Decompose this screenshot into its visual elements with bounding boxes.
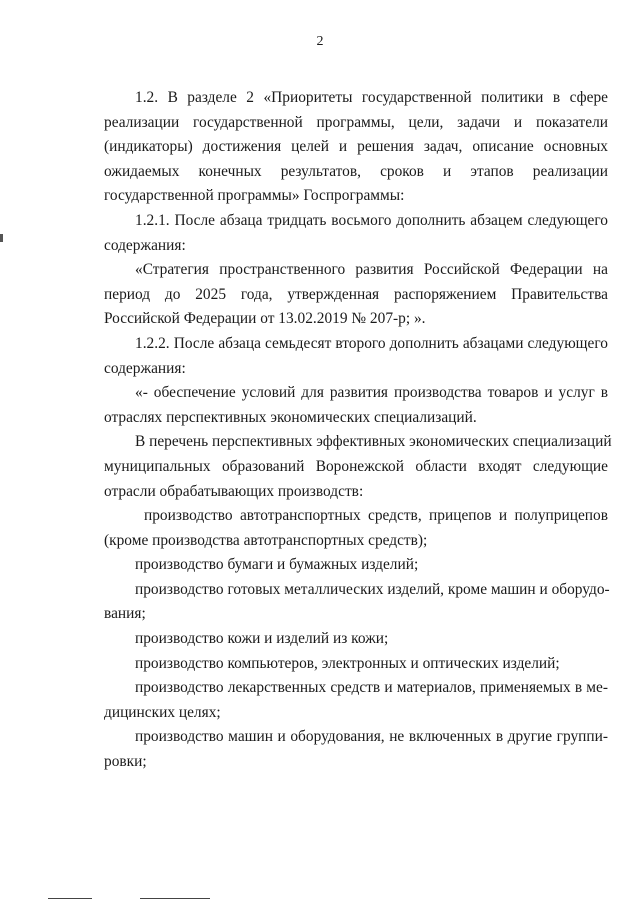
text-line: содержания: [104,236,186,254]
text-line: отраслях перспективных экономических специализаций. [104,408,477,426]
paragraph-section-1-2-1 [104,209,608,258]
text-line: производство автотранспортных средств, прицепов и полуприцепов [144,507,608,525]
text-line: вания; [104,605,146,623]
text-line: производство машин и оборудования, не включенных в другие группи- [135,728,608,746]
document-body [104,86,612,775]
text-line: производство кожи и изделий из кожи; [135,630,389,648]
text-line: производство компьютеров, электронных и оптических изделий; [135,654,560,672]
text-line: содержания: [104,359,186,377]
list-item-paper [104,553,608,578]
text-line: (кроме производства автотранспортных средств); [104,531,428,549]
text-line: отрасли обрабатывающих производств: [104,482,364,500]
list-item-machinery [104,725,608,774]
text-line: реализации государственной программы, цели, задачи и показатели [104,113,608,131]
paragraph-section-1-2 [104,86,608,209]
paragraph-conditions [104,381,608,430]
text-line: 1.2.2. После абзаца семьдесят второго дополнить абзацами следующего [135,334,608,352]
footer-rule [140,898,210,899]
list-item-computers [104,652,608,677]
text-line: (индикаторы) достижения целей и решения задач, описание основных [104,138,608,156]
text-line: производство лекарственных средств и материалов, применяемых в ме- [135,679,608,697]
text-line: 1.2.1. После абзаца тридцать восьмого дополнить абзацем следующего [135,211,608,229]
text-line: период до 2025 года, утвержденная распоряжением Правительства [104,285,608,303]
text-line: ожидаемых конечных результатов, сроков и этапов реализации [104,162,608,180]
page-number: 2 [316,34,324,49]
text-line: производство бумаги и бумажных изделий; [135,556,419,574]
text-line: Российской Федерации от 13.02.2019 № 207-р; ». [104,310,426,328]
margin-mark [0,234,3,242]
list-item-metal-products [104,578,608,627]
list-item-leather [104,627,608,652]
footer-rule [48,898,92,899]
text-line: В перечень перспективных эффективных экономических специализаций [135,433,612,451]
text-line: 1.2. В разделе 2 «Приоритеты государственной политики в сфере [135,89,608,106]
text-line: муниципальных образований Воронежской области входят следующие [104,457,608,475]
list-item-vehicles [104,504,608,553]
text-line: дицинских целях; [104,703,221,721]
text-line: «Стратегия пространственного развития Российской Федерации на [135,261,608,279]
list-item-medicines [104,676,608,725]
text-line: государственной программы» Госпрограммы: [104,187,405,205]
paragraph-specializations-list-intro [104,430,612,504]
text-line: «- обеспечение условий для развития производства товаров и услуг в [135,384,608,402]
paragraph-strategy-quote [104,258,608,332]
text-line: производство готовых металлических изделий, кроме машин и оборудо- [135,580,610,598]
text-line: ровки; [104,753,147,771]
paragraph-section-1-2-2 [104,332,608,381]
